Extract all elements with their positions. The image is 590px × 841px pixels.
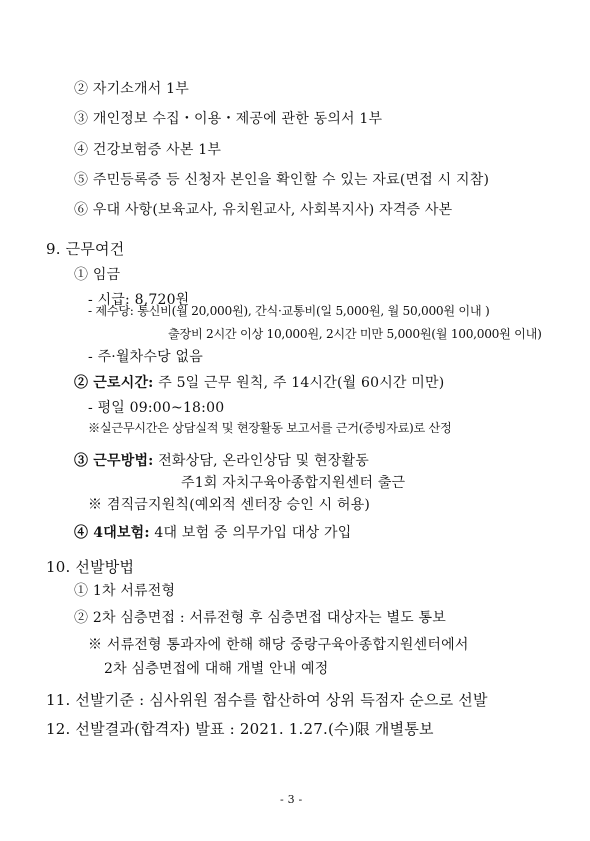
- insurance-label: ④ 4대보험:: [74, 525, 150, 541]
- section-heading: 10. 선발방법: [46, 558, 135, 576]
- list-item: ② 2차 심층면접 : 서류전형 후 심층면접 대상자는 별도 통보: [74, 610, 447, 626]
- section-heading: 9. 근무여건: [46, 240, 125, 258]
- note: ※실근무시간은 상담실적 및 현장활동 보고서를 근거(증빙자료)로 산정: [88, 421, 452, 435]
- note: 2차 심층면접에 대해 개별 안내 예정: [104, 661, 329, 677]
- sub-heading: [74, 372, 444, 392]
- page-number: - 3 -: [280, 793, 303, 806]
- list-item: ③ 개인정보 수집・이용・제공에 관한 동의서 1부: [74, 111, 383, 127]
- section-heading: 12. 선발결과(합격자) 발표 : 2021. 1.27.(수)限 개별통보: [46, 720, 434, 738]
- list-item: - 제수당: 통신비(월 20,000원), 간식·교통비(일 5,000원, 월 50,000원 이내 ): [88, 304, 490, 318]
- method-text: 전화상담, 온라인상담 및 현장활동: [158, 453, 369, 469]
- sub-heading: ① 임금: [74, 267, 121, 283]
- hours-text: 주 5일 근무 원칙, 주 14시간(월 60시간 미만): [158, 375, 445, 391]
- list-item: 출장비 2시간 이상 10,000원, 2시간 미만 5,000원(월 100,000원 이내): [168, 327, 542, 341]
- list-item: 주1회 자치구육아종합지원센터 출근: [181, 475, 406, 491]
- method-label: ③ 근무방법:: [74, 453, 154, 469]
- list-item: ⑥ 우대 사항(보육교사, 유치원교사, 사회복지사) 자격증 사본: [74, 202, 453, 218]
- note: ※ 겸직금지원칙(예외적 센터장 승인 시 허용): [88, 497, 371, 513]
- list-item: - 평일 09:00~18:00: [88, 400, 225, 416]
- list-item: ① 1차 서류전형: [74, 583, 176, 599]
- note: ※ 서류전형 통과자에 한해 해당 중랑구육아종합지원센터에서: [88, 637, 469, 653]
- sub-heading: [74, 450, 369, 470]
- list-item: - 주·월차수당 없음: [88, 349, 203, 365]
- hours-label: ② 근로시간:: [74, 375, 154, 391]
- list-item: ④ 건강보험증 사본 1부: [74, 142, 222, 158]
- sub-heading: [74, 522, 351, 542]
- list-item: - 시급: 8,720원: [88, 292, 190, 308]
- insurance-text: 4대 보험 중 의무가입 대상 가입: [154, 525, 352, 541]
- list-item: ② 자기소개서 1부: [74, 81, 189, 97]
- list-item: ⑤ 주민등록증 등 신청자 본인을 확인할 수 있는 자료(면접 시 지참): [74, 172, 490, 188]
- section-heading: 11. 선발기준 : 심사위원 점수를 합산하여 상위 득점자 순으로 선발: [46, 691, 488, 709]
